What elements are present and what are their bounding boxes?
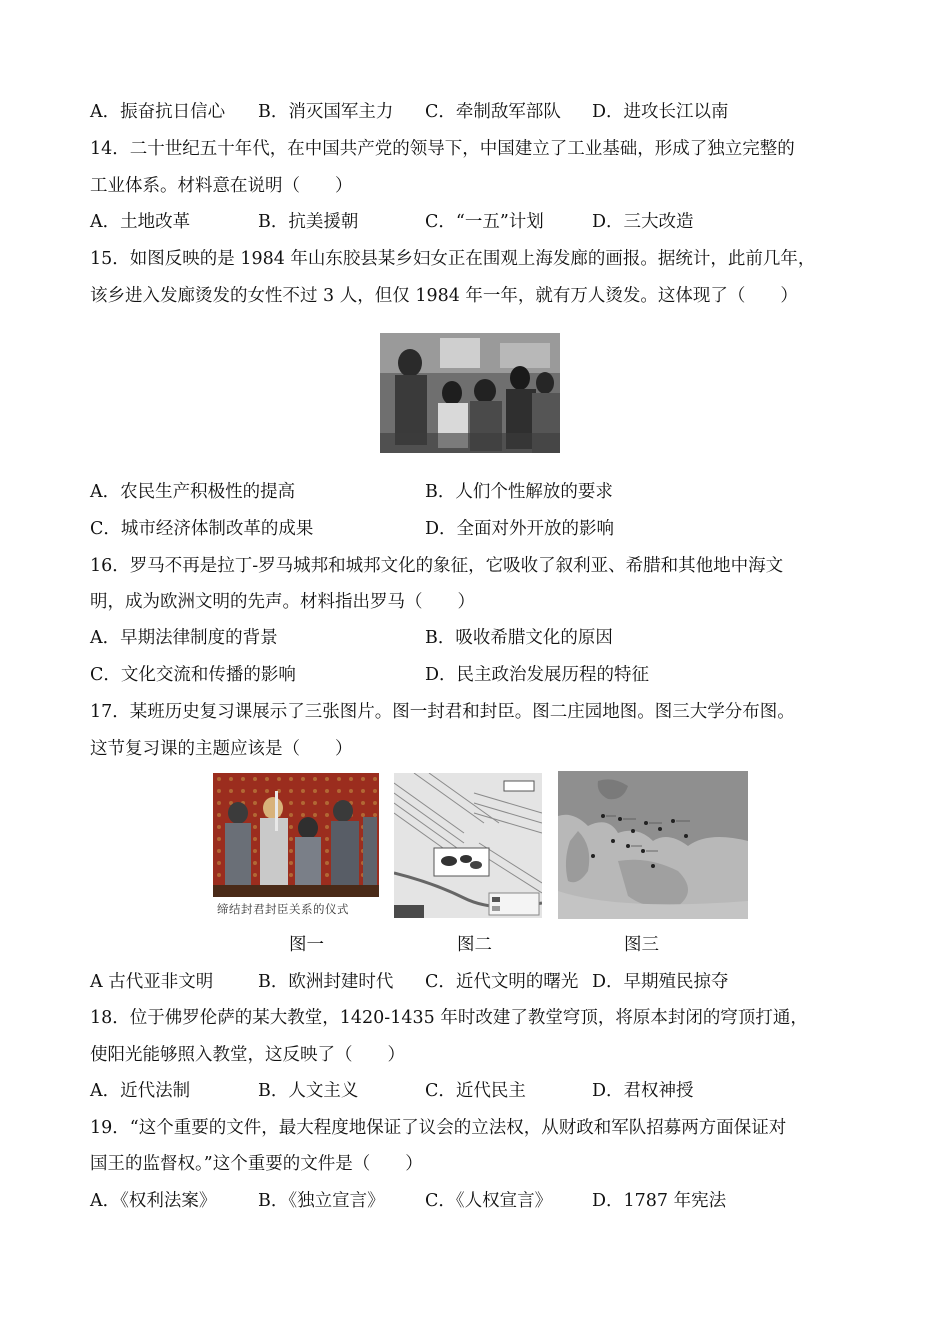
q17-caption-1: 图一: [289, 935, 324, 955]
q15-option-a: A．农民生产积极性的提高: [90, 482, 296, 502]
q19-option-a: A．《权利法案》: [90, 1191, 217, 1211]
q14-option-c: C．“一五”计划: [425, 212, 544, 232]
q15-photo-hair-salon: [380, 333, 560, 453]
q16-stem-line2: 明，成为欧洲文明的先声。材料指出罗马（ ）: [90, 592, 475, 612]
q18-option-c: C．近代民主: [425, 1081, 526, 1101]
q19-option-d: D．1787 年宪法: [592, 1191, 727, 1211]
q16-option-d: D．民主政治发展历程的特征: [425, 665, 650, 685]
q14-stem-line2: 工业体系。材料意在说明（ ）: [90, 176, 353, 196]
q15-stem-line2: 该乡进入发廊烫发的女性不过 3 人，但仅 1984 年一年，就有万人烫发。这体现了（ ）: [90, 286, 798, 306]
q16-option-a: A．早期法律制度的背景: [90, 628, 278, 648]
q18-stem-line2: 使阳光能够照入教堂，这反映了（ ）: [90, 1045, 405, 1065]
q14-stem-line1: 14．二十世纪五十年代，在中国共产党的领导下，中国建立了工业基础，形成了独立完整的: [90, 139, 795, 159]
q19-option-c: C．《人权宣言》: [425, 1191, 553, 1211]
q17-stem-line2: 这节复习课的主题应该是（ ）: [90, 739, 353, 759]
q17-option-d: D．早期殖民掠夺: [592, 972, 729, 992]
q13-option-d: D．进攻长江以南: [592, 102, 729, 122]
q14-option-b: B．抗美援朝: [258, 212, 359, 232]
q17-image3-university-map: [558, 771, 748, 919]
q17-image1-feudal-ceremony: [213, 773, 379, 919]
q14-option-a: A．土地改革: [90, 212, 191, 232]
q19-option-b: B．《独立宣言》: [258, 1191, 385, 1211]
q13-option-b: B．消灭国军主力: [258, 102, 394, 122]
q19-stem-line1: 19．“这个重要的文件，最大程度地保证了议会的立法权，从财政和军队招募两方面保证对: [90, 1118, 787, 1138]
q18-option-b: B．人文主义: [258, 1081, 359, 1101]
q16-option-b: B．吸收希腊文化的原因: [425, 628, 613, 648]
q17-image1-caption: 缔结封君封臣关系的仪式: [217, 902, 349, 916]
q16-option-c: C．文化交流和传播的影响: [90, 665, 296, 685]
q15-stem-line1: 15．如图反映的是 1984 年山东胶县某乡妇女正在围观上海发廊的画报。据统计，此前几年，: [90, 249, 816, 269]
q17-option-b: B．欧洲封建时代: [258, 972, 394, 992]
q18-option-a: A．近代法制: [90, 1081, 191, 1101]
q17-option-c: C．近代文明的曙光: [425, 972, 579, 992]
q15-option-d: D．全面对外开放的影响: [425, 519, 615, 539]
q18-option-d: D．君权神授: [592, 1081, 694, 1101]
q16-stem-line1: 16．罗马不再是拉丁-罗马城邦和城邦文化的象征，它吸收了叙利亚、希腊和其他地中海文: [90, 556, 784, 576]
q18-stem-line1: 18．位于佛罗伦萨的某大教堂，1420-1435 年时改建了教堂穹顶，将原本封闭的穹顶打通，: [90, 1008, 808, 1028]
q17-option-a: A 古代亚非文明: [90, 972, 214, 992]
q17-caption-2: 图二: [457, 935, 492, 955]
q19-stem-line2: 国王的监督权。”这个重要的文件是（ ）: [90, 1154, 423, 1174]
q17-stem-line1: 17．某班历史复习课展示了三张图片。图一封君和封臣。图二庄园地图。图三大学分布图。: [90, 702, 795, 722]
q15-option-c: C．城市经济体制改革的成果: [90, 519, 314, 539]
q13-option-c: C．牵制敌军部队: [425, 102, 561, 122]
q17-image2-manor-map: [394, 773, 542, 918]
q17-caption-3: 图三: [624, 935, 659, 955]
q13-option-a: A．振奋抗日信心: [90, 102, 226, 122]
q15-option-b: B．人们个性解放的要求: [425, 482, 613, 502]
q14-option-d: D．三大改造: [592, 212, 694, 232]
